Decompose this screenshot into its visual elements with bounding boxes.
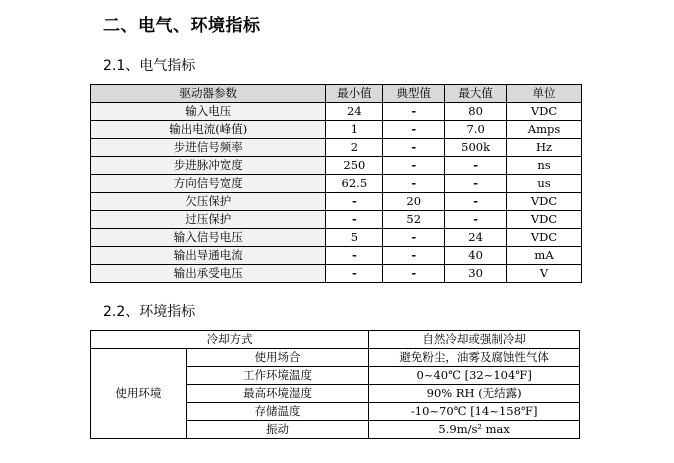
value-cell: Amps — [507, 121, 582, 139]
env-param: 使用场合 — [186, 349, 369, 367]
electrical-heading: 2.1、电气指标 — [103, 58, 196, 74]
column-header: 驱动器参数 — [91, 85, 326, 103]
value-cell: - — [445, 211, 507, 229]
value-cell: - — [445, 193, 507, 211]
value-cell: - — [326, 247, 383, 265]
env-value: 5.9m/s² max — [369, 421, 580, 439]
table-row — [91, 265, 582, 283]
value-cell: - — [326, 193, 383, 211]
cooling-label: 冷却方式 — [91, 331, 369, 349]
column-header: 单位 — [507, 85, 582, 103]
value-cell: - — [445, 157, 507, 175]
table-row — [91, 121, 582, 139]
env-param: 最高环境湿度 — [186, 385, 369, 403]
value-cell: - — [383, 229, 445, 247]
value-cell: 20 — [383, 193, 445, 211]
value-cell: 1 — [326, 121, 383, 139]
value-cell: - — [383, 121, 445, 139]
param-name-cell: 步进脉冲宽度 — [91, 157, 326, 175]
value-cell: V — [507, 265, 582, 283]
table-row — [91, 103, 582, 121]
value-cell: 40 — [445, 247, 507, 265]
value-cell: 52 — [383, 211, 445, 229]
value-cell: 80 — [445, 103, 507, 121]
value-cell: - — [383, 103, 445, 121]
value-cell: - — [383, 247, 445, 265]
table-row — [91, 157, 582, 175]
table-header-row — [91, 85, 582, 103]
param-name-cell: 输出导通电流 — [91, 247, 326, 265]
table-row — [91, 175, 582, 193]
table-row — [91, 211, 582, 229]
section-title: 二、电气、环境指标 — [103, 16, 261, 36]
value-cell: 62.5 — [326, 175, 383, 193]
value-cell: VDC — [507, 103, 582, 121]
param-name-cell: 方向信号宽度 — [91, 175, 326, 193]
column-header: 典型值 — [383, 85, 445, 103]
table-row — [91, 229, 582, 247]
value-cell: VDC — [507, 229, 582, 247]
value-cell: 500k — [445, 139, 507, 157]
value-cell: - — [445, 175, 507, 193]
value-cell: 30 — [445, 265, 507, 283]
table-row — [91, 193, 582, 211]
param-name-cell: 输出电流(峰值) — [91, 121, 326, 139]
value-cell: mA — [507, 247, 582, 265]
value-cell: ns — [507, 157, 582, 175]
value-cell: - — [383, 157, 445, 175]
value-cell: - — [326, 265, 383, 283]
table-row — [91, 139, 582, 157]
value-cell: 5 — [326, 229, 383, 247]
value-cell: 250 — [326, 157, 383, 175]
value-cell: VDC — [507, 193, 582, 211]
value-cell: - — [326, 211, 383, 229]
table-row — [91, 331, 580, 349]
env-param: 振动 — [186, 421, 369, 439]
value-cell: 24 — [445, 229, 507, 247]
column-header: 最小值 — [326, 85, 383, 103]
param-name-cell: 步进信号频率 — [91, 139, 326, 157]
param-name-cell: 输入信号电压 — [91, 229, 326, 247]
value-cell: Hz — [507, 139, 582, 157]
env-value: 避免粉尘，油雾及腐蚀性气体 — [369, 349, 580, 367]
param-name-cell: 过压保护 — [91, 211, 326, 229]
value-cell: VDC — [507, 211, 582, 229]
table-row — [91, 247, 582, 265]
column-header: 最大值 — [445, 85, 507, 103]
env-value: 0~40℃ [32~104℉] — [369, 367, 580, 385]
environment-group-label: 使用环境 — [91, 349, 187, 439]
env-param: 工作环境温度 — [186, 367, 369, 385]
environment-heading: 2.2、环境指标 — [103, 304, 196, 320]
environment-spec-table — [90, 330, 580, 439]
value-cell: us — [507, 175, 582, 193]
param-name-cell: 欠压保护 — [91, 193, 326, 211]
env-value: 90% RH (无结露) — [369, 385, 580, 403]
value-cell: - — [383, 175, 445, 193]
table-row — [91, 349, 580, 367]
value-cell: - — [383, 265, 445, 283]
value-cell: 24 — [326, 103, 383, 121]
param-name-cell: 输入电压 — [91, 103, 326, 121]
value-cell: 7.0 — [445, 121, 507, 139]
value-cell: - — [383, 139, 445, 157]
env-param: 存储温度 — [186, 403, 369, 421]
param-name-cell: 输出承受电压 — [91, 265, 326, 283]
value-cell: 2 — [326, 139, 383, 157]
env-value: -10~70℃ [14~158℉] — [369, 403, 580, 421]
electrical-spec-table — [90, 84, 582, 283]
cooling-value: 自然冷却或强制冷却 — [369, 331, 580, 349]
